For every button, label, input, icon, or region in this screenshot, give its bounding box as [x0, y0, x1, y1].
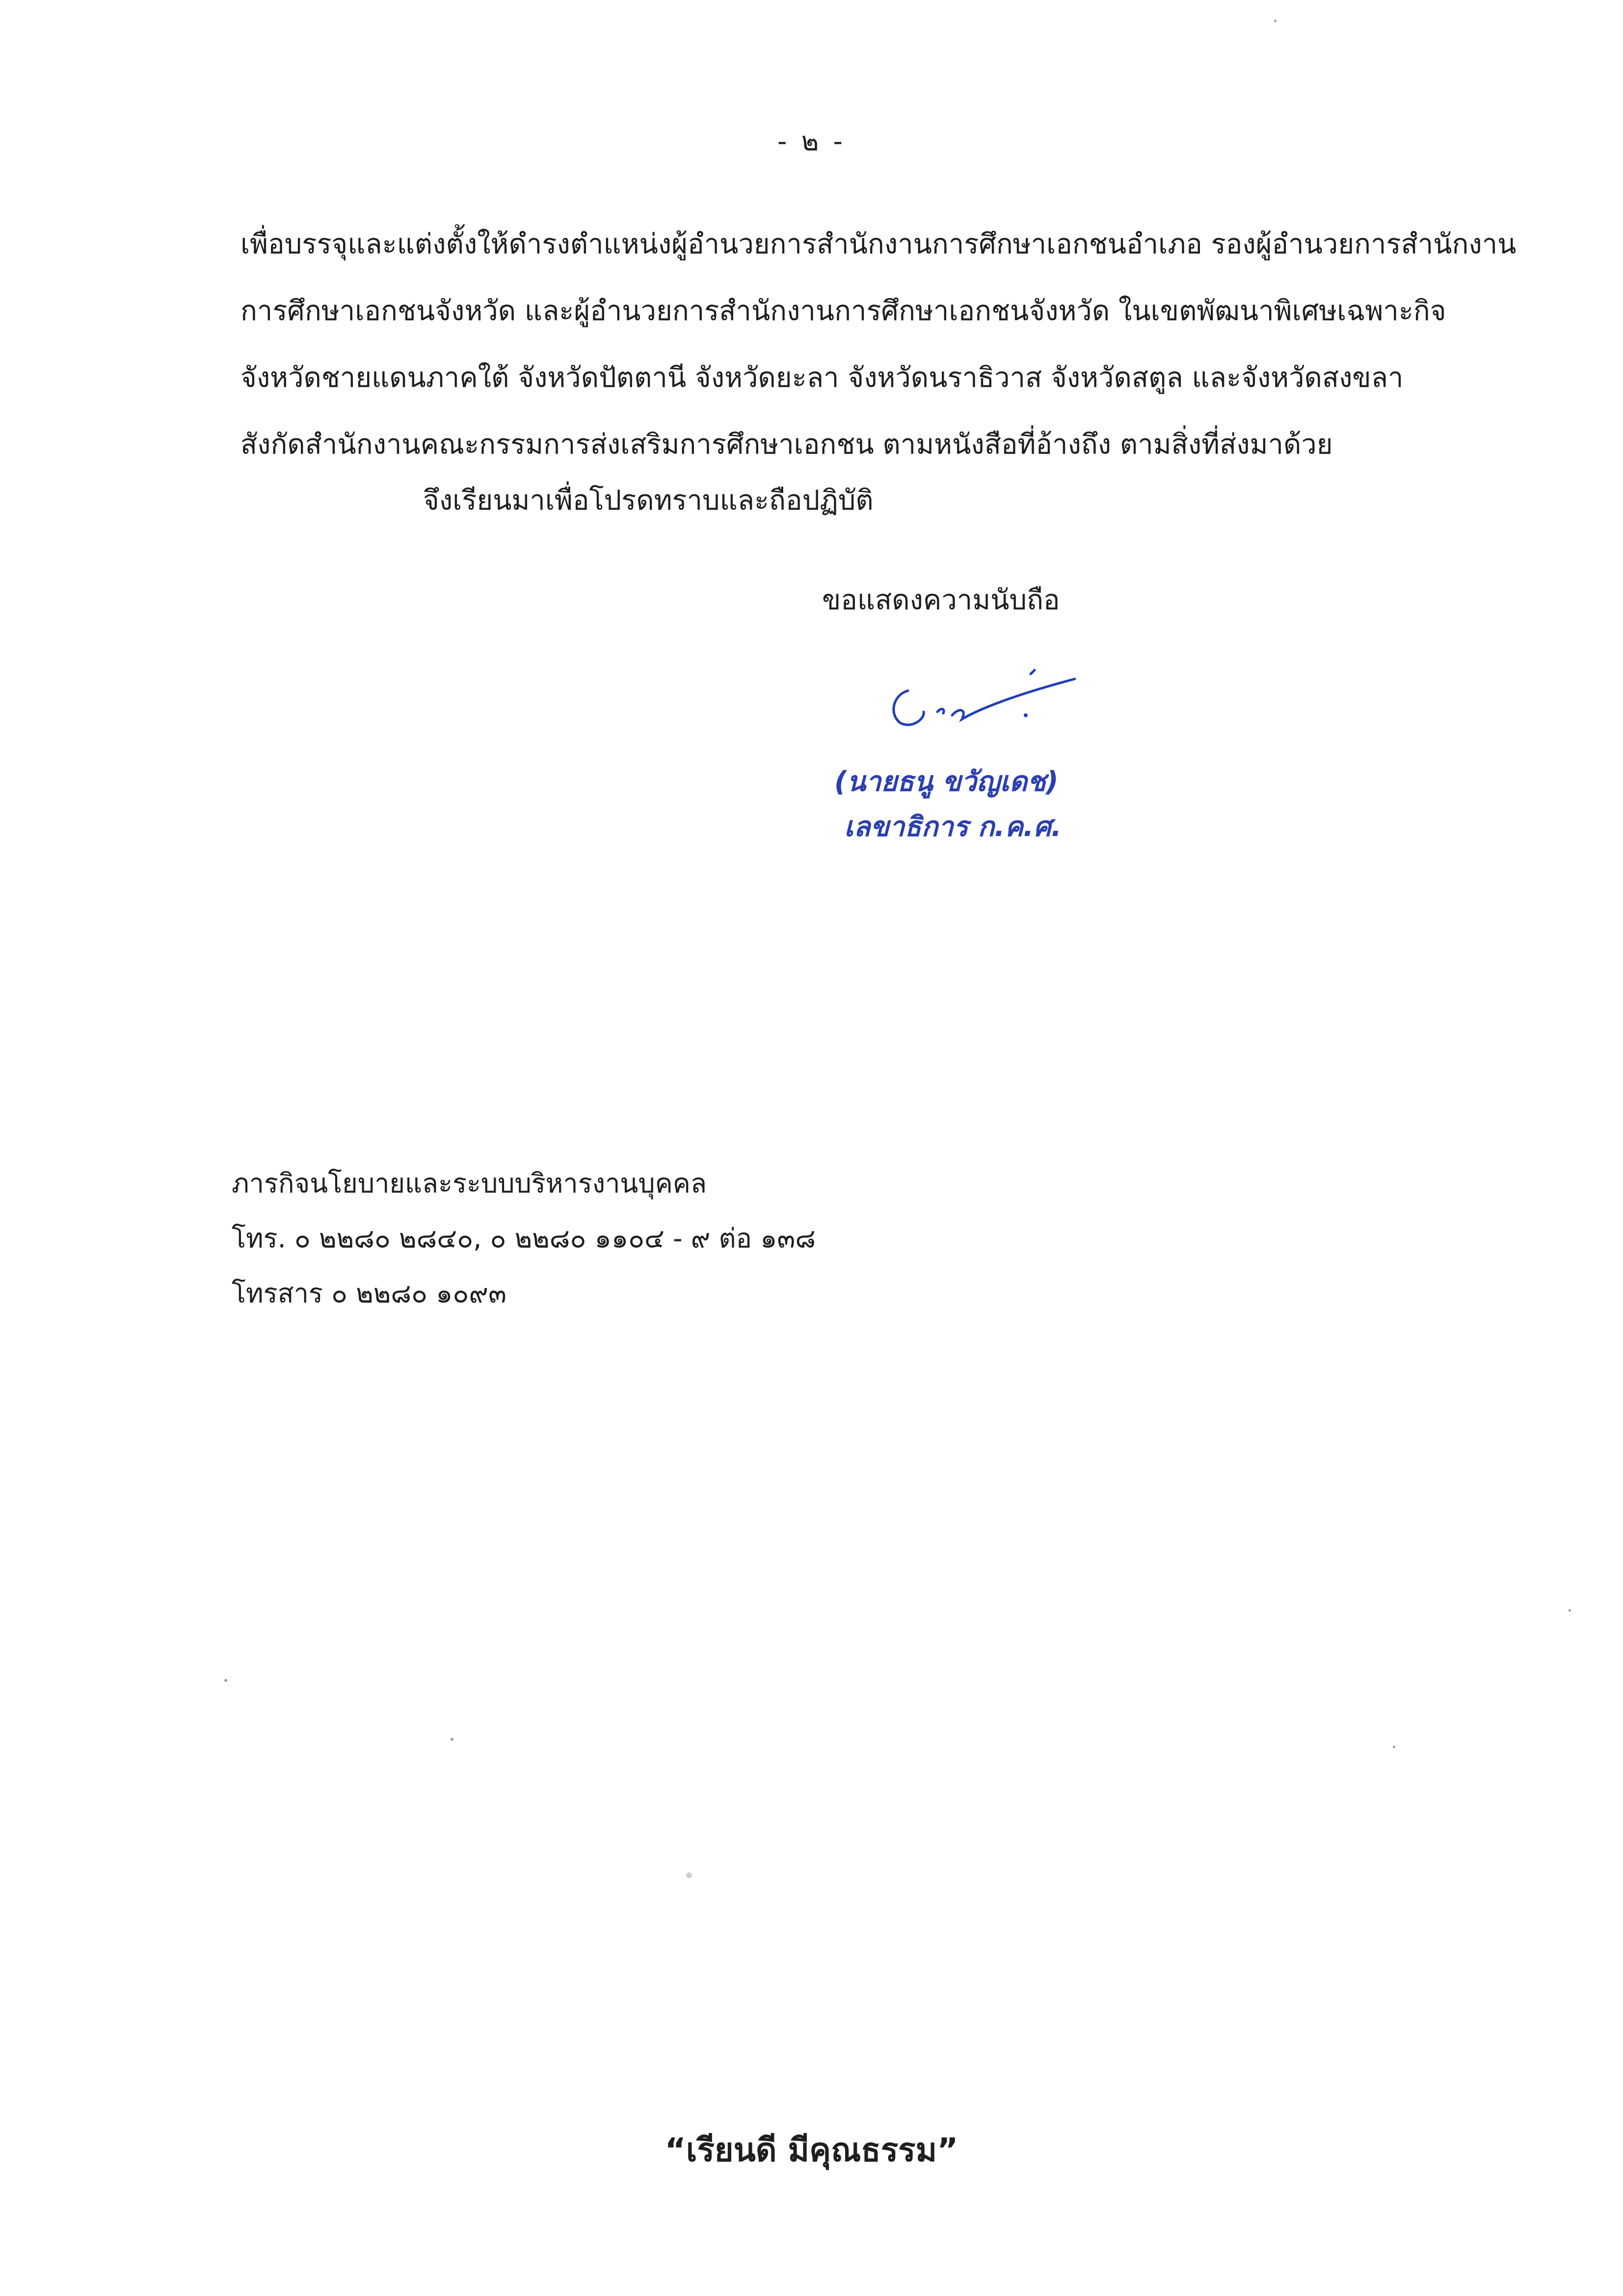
body-paragraph: [240, 211, 1526, 478]
contact-department: ภารกิจนโยบายและระบบบริหารงานบุคคล: [232, 1168, 707, 1199]
scan-speck: [686, 1872, 692, 1878]
body-line: จังหวัดชายแดนภาคใต้ จังหวัดปัตตานี จังหวัดยะลา จังหวัดนราธิวาส จังหวัดสตูล และจังหวัดสงขลา: [240, 362, 1404, 394]
motto: “เรียนดี มีคุณธรรม”: [665, 2131, 958, 2169]
body-line: เพื่อบรรจุและแต่งตั้งให้ดำรงตำแหน่งผู้อำนวยการสำนักงานการศึกษาเอกชนอำเภอ รองผู้อำนวยการสำนักงาน: [240, 228, 1517, 260]
page-number: - ๒ -: [777, 126, 846, 157]
body-line: การศึกษาเอกชนจังหวัด และผู้อำนวยการสำนักงานการศึกษาเอกชนจังหวัด ในเขตพัฒนาพิเศษเฉพาะกิจ: [240, 295, 1446, 327]
handwritten-signature: [878, 660, 1090, 739]
scan-speck: [1274, 20, 1277, 22]
scan-speck: [451, 1738, 453, 1741]
body-line: สังกัดสำนักงานคณะกรรมการส่งเสริมการศึกษาเอกชน ตามหนังสือที่อ้างถึง ตามสิ่งที่ส่งมาด้วย: [240, 429, 1333, 460]
complimentary-close: ขอแสดงความนับถือ: [822, 584, 1060, 616]
signatory-name-stamp: (นายธนู ขวัญเดช): [834, 766, 1059, 798]
scan-speck: [1393, 1746, 1395, 1748]
contact-fax: โทรสาร ๐ ๒๒๘๐ ๑๐๙๓: [232, 1278, 506, 1309]
signatory-title-stamp: เลขาธิการ ก.ค.ศ.: [844, 811, 1062, 843]
scan-speck: [224, 1679, 227, 1682]
scan-speck: [1569, 1609, 1571, 1612]
contact-block: [232, 1156, 816, 1321]
closing-request: จึงเรียนมาเพื่อโปรดทราบและถือปฏิบัติ: [423, 485, 874, 516]
contact-phone: โทร. ๐ ๒๒๘๐ ๒๘๔๐, ๐ ๒๒๘๐ ๑๑๐๔ - ๙ ต่อ ๑๓๘: [232, 1223, 816, 1254]
